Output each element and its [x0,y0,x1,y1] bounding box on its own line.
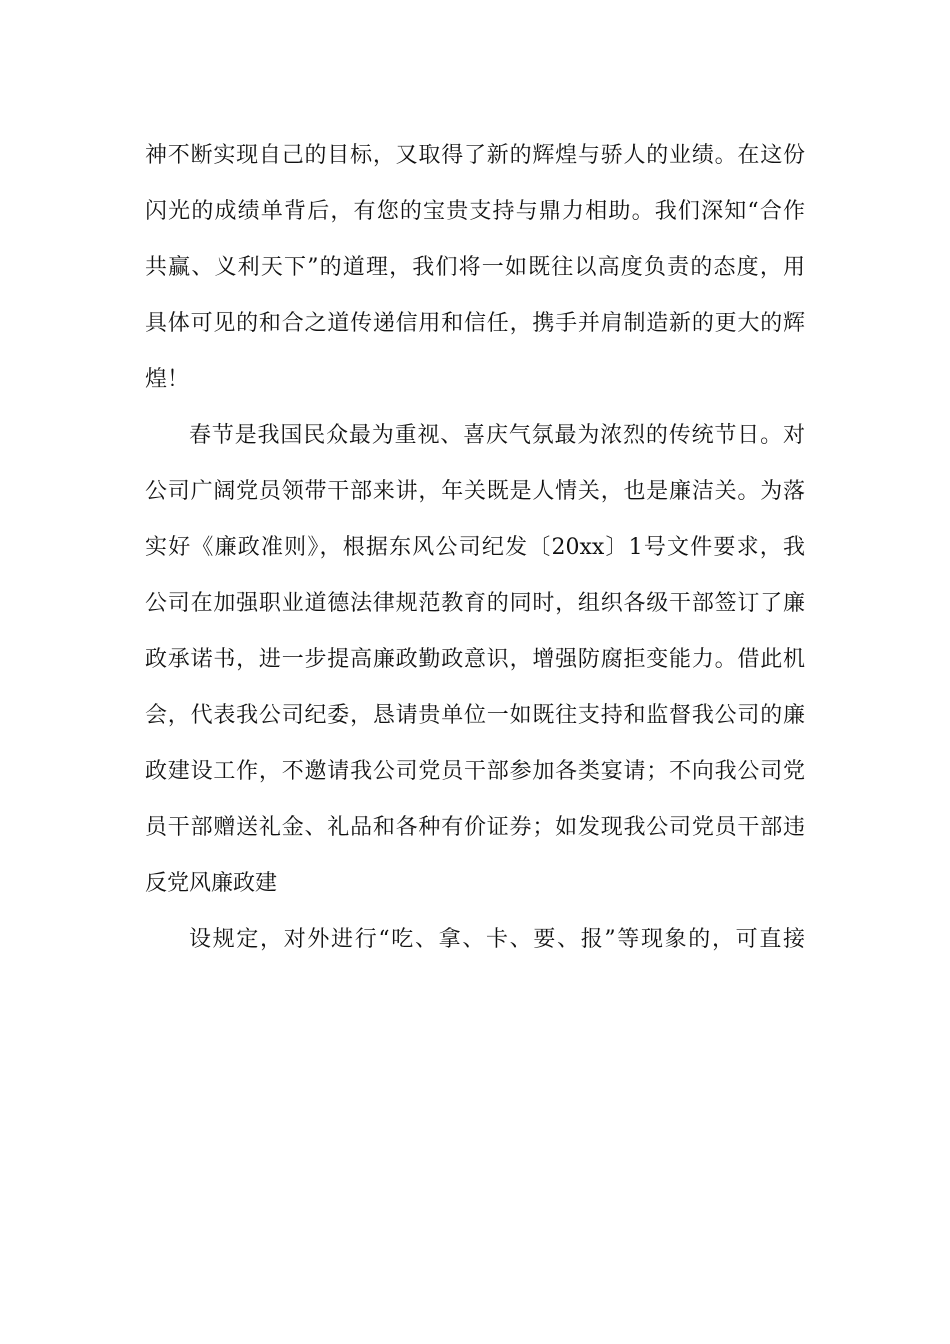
text-line: 神不断实现自己的目标，又取得了新的辉煌与骄人的业绩。在这份 [145,143,805,168]
text-line: 员干部赠送礼金、礼品和各种有价证券；如发现我公司党员干部违 [145,815,805,840]
body-text [145,128,805,968]
text-line: 反党风廉政建 [145,871,278,896]
text-line: 煌！ [145,367,190,392]
text-line: 闪光的成绩单背后，有您的宝贵支持与鼎力相助。我们深知“合作 [145,199,805,224]
text-line: 政建设工作，不邀请我公司党员干部参加各类宴请；不向我公司党 [145,759,805,784]
text-line: 具体可见的和合之道传递信用和信任，携手并肩制造新的更大的辉 [145,311,805,336]
text-line: 共赢、义利天下”的道理，我们将一如既往以高度负责的态度，用 [145,255,805,280]
text-line: 春节是我国民众最为重视、喜庆气氛最为浓烈的传统节日。对 [189,423,805,448]
text-line: 政承诺书，进一步提高廉政勤政意识，增强防腐拒变能力。借此机 [145,647,805,672]
text-line: 公司广阔党员领带干部来讲，年关既是人情关，也是廉洁关。为落 [145,479,805,504]
text-line: 公司在加强职业道德法律规范教育的同时，组织各级干部签订了廉 [145,591,805,616]
text-line: 会，代表我公司纪委，恳请贵单位一如既往支持和监督我公司的廉 [145,703,805,728]
text-line: 实好《廉政准则》，根据东风公司纪发〔20xx〕1号文件要求，我 [145,535,805,560]
text-line: 设规定，对外进行“吃、拿、卡、要、报”等现象的，可直接 [189,927,805,952]
